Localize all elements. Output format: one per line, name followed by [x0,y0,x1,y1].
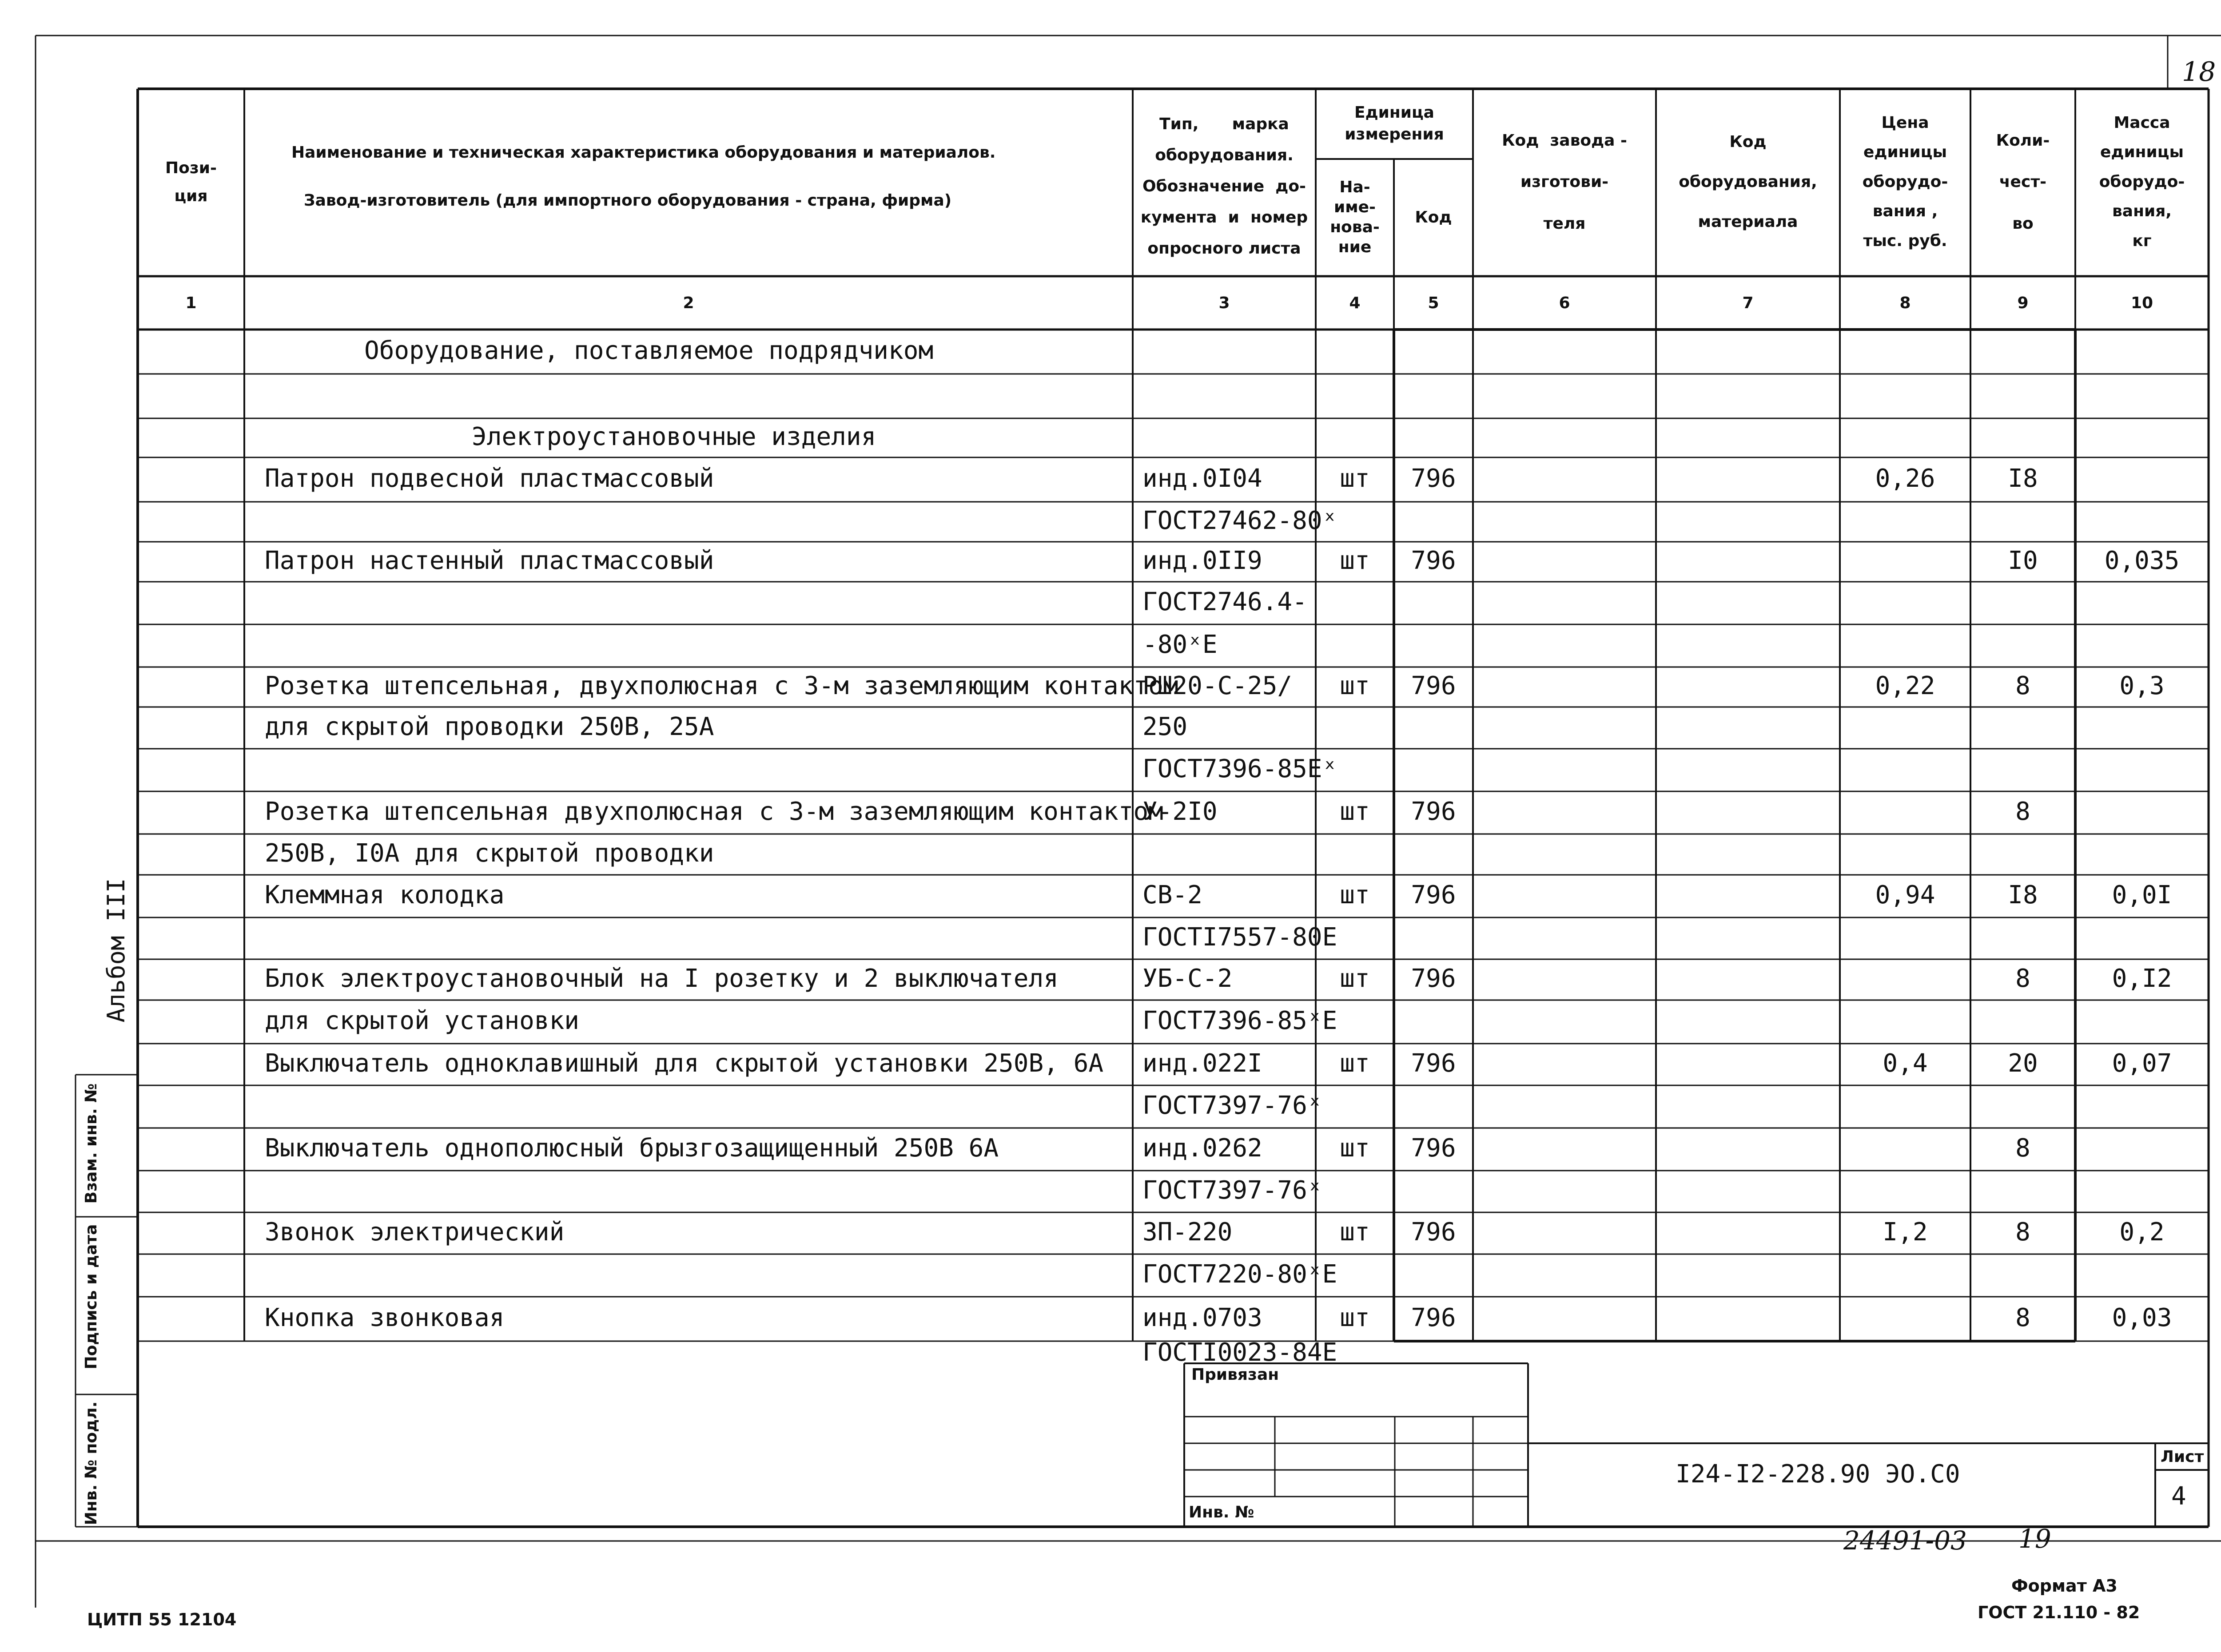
header-factory-code: Код завода - изготови- теля [1502,131,1627,233]
item-type: ГОСТI7557-80Е [1142,923,1337,952]
header-type: Тип, марка оборудования. Обозначение до- кумента и номер опросного листа [1140,115,1308,258]
header-name-line2: Завод-изготовитель (для импортного оборудования - страна, фирма) [304,191,952,210]
inv-no-label: Инв. № [1189,1503,1254,1521]
item-type: СВ-2 [1142,881,1202,909]
item-type: ГОСТ7397-76ˣ [1142,1091,1322,1120]
item-type: инд.0I04 [1142,464,1262,493]
item-type: инд.0703 [1142,1303,1262,1332]
item-mass: 0,3 [2119,671,2165,700]
header-price: Цена единицы оборудо- вания , тыс. руб. [1862,113,1948,250]
item-type: У-2I0 [1142,797,1218,826]
item-type: ЗП-220 [1142,1218,1233,1247]
header-unit-name: На- име- нова- ние [1330,178,1380,256]
inv-podl-label: Инв. № подл. [82,1401,100,1525]
item-quantity: I8 [2008,464,2038,493]
podpis-data-label: Подпись и дата [82,1224,100,1370]
item-name: Кнопка звонковая [265,1303,505,1332]
item-name: Патрон подвесной пластмассовый [265,464,714,493]
column-number: 3 [1218,294,1230,312]
item-quantity: 8 [2015,1218,2030,1247]
item-type: инд.0II9 [1142,546,1262,575]
item-name: Звонок электрический [265,1218,565,1247]
item-unit-code: 796 [1411,464,1456,493]
column-number: 4 [1349,294,1361,312]
gost-label: ГОСТ 21.110 - 82 [1978,1603,2140,1622]
header-equipment-code: Код оборудования, материала [1679,133,1817,231]
item-type: ГОСТ7220-80ˣЕ [1142,1260,1337,1289]
item-name: Оборудование, поставляемое подрядчиком [364,336,934,365]
item-unit-code: 796 [1411,797,1456,826]
item-unit-code: 796 [1411,964,1456,993]
item-unit: шт [1340,464,1370,493]
header-unit: Единица измерения [1345,103,1444,143]
item-mass: 0,2 [2119,1218,2165,1247]
item-quantity: 8 [2015,797,2030,826]
item-mass: 0,03 [2112,1303,2172,1332]
column-number: 9 [2017,294,2029,312]
item-price: 0,94 [1875,881,1935,909]
item-type: РШ20-С-25/ [1142,671,1293,700]
item-type: ГОСТ7396-85ˣЕ [1142,1006,1337,1035]
item-type: инд.0262 [1142,1134,1262,1163]
document-designation: I24-I2-228.90 ЭО.С0 [1676,1460,1960,1489]
tsitp-label: ЦИТП 55 12104 [87,1610,237,1629]
item-unit-code: 796 [1411,1218,1456,1247]
item-quantity: 8 [2015,671,2030,700]
item-quantity: 20 [2008,1049,2038,1078]
item-quantity: 8 [2015,1303,2030,1332]
item-unit: шт [1340,1049,1370,1078]
item-unit-code: 796 [1411,671,1456,700]
item-type: ГОСТ2746.4- [1142,588,1307,616]
item-price: 0,22 [1875,671,1935,700]
handwritten-number: 24491-03 [1843,1525,1967,1556]
header-quantity: Коли- чест- во [1996,131,2050,233]
item-unit: шт [1340,797,1370,826]
item-unit: шт [1340,964,1370,993]
header-mass: Масса единицы оборудо- вания, кг [2099,113,2185,250]
column-number: 2 [683,294,694,312]
column-number: 10 [2130,294,2153,312]
header-name-line1: Наименование и техническая характеристика оборудования и материалов. [291,143,996,162]
item-price: 0,26 [1875,464,1935,493]
item-unit-code: 796 [1411,1049,1456,1078]
item-unit: шт [1340,881,1370,909]
item-type: ГОСТ27462-80ˣ [1142,506,1337,535]
item-mass: 0,0I [2112,881,2172,909]
item-unit-code: 796 [1411,881,1456,909]
item-type: ГОСТ7396-85Еˣ [1142,755,1337,783]
item-name: 250В, I0А для скрытой проводки [265,839,714,868]
item-unit: шт [1340,671,1370,700]
item-mass: 0,07 [2112,1049,2172,1078]
sheet-corner-number: 18 [2182,56,2216,87]
item-unit-code: 796 [1411,1134,1456,1163]
column-number: 6 [1559,294,1570,312]
item-mass: 0,I2 [2112,964,2172,993]
sheet-label: Лист [2161,1448,2204,1466]
album-label: Альбом III [102,878,130,1023]
vzam-inv-label: Взам. инв. № [82,1083,100,1204]
item-type: 250 [1142,712,1188,741]
item-unit: шт [1340,546,1370,575]
item-quantity: 8 [2015,964,2030,993]
item-name: Розетка штепсельная двухполюсная с 3-м заземляющим контактом [265,797,1163,826]
item-unit: шт [1340,1218,1370,1247]
item-unit: шт [1340,1303,1370,1332]
column-number: 1 [185,294,197,312]
item-price: I,2 [1883,1218,1928,1247]
item-mass: 0,035 [2104,546,2180,575]
item-type: ГОСТ7397-76ˣ [1142,1176,1322,1205]
item-name: Розетка штепсельная, двухполюсная с 3-м заземляющим контактом [265,671,1178,700]
item-quantity: I0 [2008,546,2038,575]
item-unit: шт [1340,1134,1370,1163]
item-quantity: 8 [2015,1134,2030,1163]
item-name: для скрытой проводки 250В, 25А [265,712,714,741]
item-name: Выключатель однополюсный брызгозащищенный 250В 6А [265,1134,999,1163]
item-price: 0,4 [1883,1049,1928,1078]
item-name: Блок электроустановочный на I розетку и 2 выключателя [265,964,1059,993]
sheet-number: 4 [2171,1482,2186,1511]
item-name: для скрытой установки [265,1006,580,1035]
format-label: Формат А3 [2011,1576,2118,1596]
column-number: 7 [1742,294,1754,312]
column-number: 5 [1428,294,1439,312]
handwritten-page: 19 [2018,1524,2051,1554]
item-type: инд.022I [1142,1049,1262,1078]
privyazan-label: Привязан [1191,1366,1279,1384]
header-position: Пози- ция [165,159,217,205]
header-unit-code: Код [1415,208,1452,226]
item-unit-code: 796 [1411,1303,1456,1332]
item-type: УБ-С-2 [1142,964,1233,993]
trailing-type-designation: ГОСТI0023-84Е [1142,1338,1337,1367]
item-unit-code: 796 [1411,546,1456,575]
item-name: Клеммная колодка [265,881,505,909]
item-name: Электроустановочные изделия [472,422,876,451]
item-name: Патрон настенный пластмассовый [265,546,714,575]
item-type: -80ˣЕ [1142,630,1218,659]
item-name: Выключатель одноклавишный для скрытой установки 250В, 6А [265,1049,1104,1078]
item-quantity: I8 [2008,881,2038,909]
column-number: 8 [1899,294,1911,312]
